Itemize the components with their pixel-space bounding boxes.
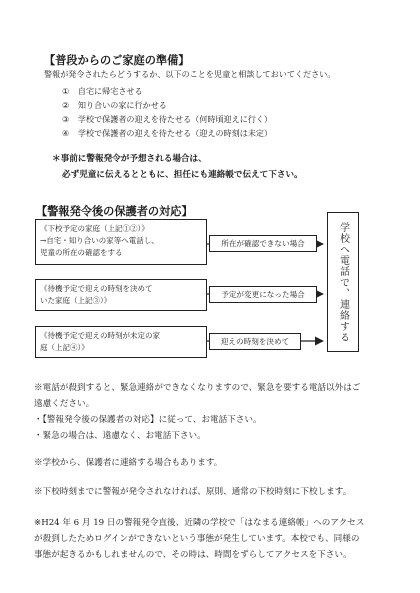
note-phone-line1: ※電話が殺到すると、緊急連絡ができなくなりますので、緊急を要する電話以外はご bbox=[34, 383, 361, 393]
advance-notice-line2: 必ず児童に伝えるとともに、担任にも連絡帳で伝えて下さい。 bbox=[62, 170, 303, 180]
option-text: 学校で保護者の迎えを待たせる（何時頃迎えに行く） bbox=[77, 114, 273, 124]
flow-box-going-home: 《下校予定の家庭（上記①②）》 →自宅・知り合いの家等へ電話し、 児童の所在の確認をする bbox=[35, 219, 207, 265]
note-access-line2: が殺到したためログインができないという事態が発生しています。本校でも、同様の bbox=[34, 534, 360, 544]
condition-label-not-confirmed: 所在が確認できない場合 bbox=[209, 235, 317, 252]
advance-notice-line1: ＊事前に警報発令が予想される場合は、 bbox=[52, 154, 207, 164]
option-text: 自宅に帰宅させる bbox=[77, 86, 143, 96]
condition-label-set-pickup-time: 迎えの時刻を決めて bbox=[209, 333, 301, 350]
preparation-intro: 警報が発令されたらどうするか、以下のことを児童と相談しておいてください。 bbox=[44, 69, 336, 79]
option-number: ④ bbox=[62, 128, 70, 138]
note-phone-line2: 遠慮ください。 bbox=[34, 399, 95, 409]
option-number: ② bbox=[62, 100, 70, 110]
condition-label-plan-changed: 予定が変更になった場合 bbox=[209, 286, 317, 303]
note-dismissal-time: ※下校時刻までに警報が発令されなければ、原則、通常の下校時刻に下校します。 bbox=[34, 487, 352, 497]
note-phone-bullet2: ・緊急の場合は、遠慮なく、お電話下さい。 bbox=[34, 431, 206, 441]
option-text: 学校で保護者の迎えを待たせる（迎えの時刻は未定） bbox=[77, 128, 273, 138]
flow-box-pickup-time-undecided: 《待機予定で迎えの時刻が未定の家 庭（上記④）》 bbox=[35, 326, 207, 358]
note-school-contact: ※学校から、保護者に連絡する場合もあります。 bbox=[34, 458, 223, 468]
option-text: 知り合いの家に行かせる bbox=[77, 100, 167, 110]
note-access-line1: ※H24 年 6 月 19 日の警報発令直後、近隣の学校で「はなまる連絡帳」へのアクセス bbox=[34, 518, 365, 528]
note-phone-bullet1: ・【警報発令後の保護者の対応】に従って、お電話下さい。 bbox=[34, 415, 262, 425]
section-title-response: 【警報発令後の保護者の対応】 bbox=[36, 204, 193, 218]
option-number: ③ bbox=[62, 114, 70, 124]
note-access-line3: 事態が起きるかもしれませんので、その時は、時間をずらしてアクセスを下さい。 bbox=[34, 550, 352, 560]
option-number: ① bbox=[62, 86, 70, 96]
flow-box-pickup-time-set: 《待機予定で迎えの時刻を決めて いた家庭（上記③）》 bbox=[35, 279, 207, 311]
contact-school-box: 学校へ電話で、連絡する bbox=[327, 212, 359, 352]
section-title-preparation: 【普段からのご家庭の準備】 bbox=[44, 53, 190, 67]
